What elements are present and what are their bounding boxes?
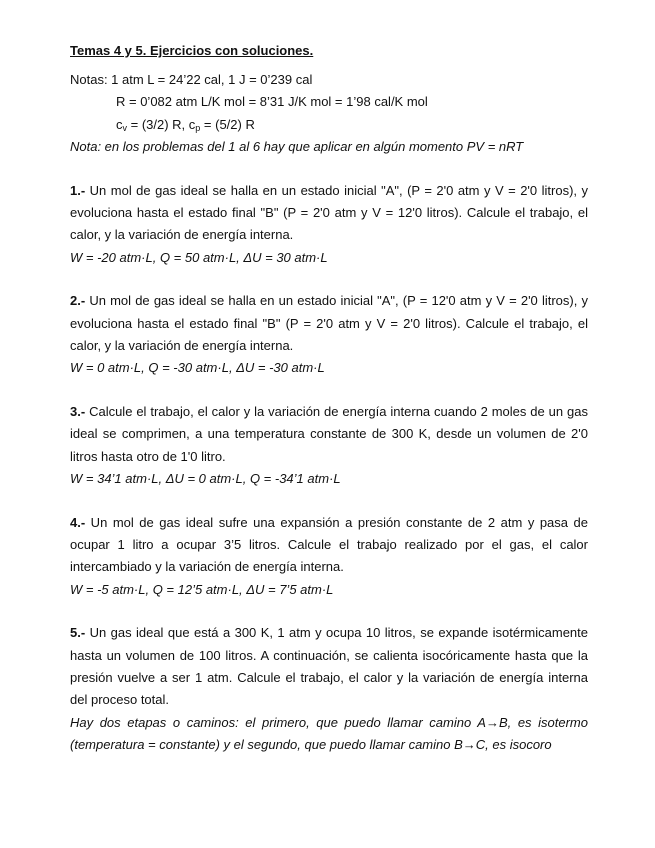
problem-text: Un mol de gas ideal se halla en un estado inicial "A", (P = 12'0 atm y V = 2'0 litros), y evoluciona hasta el estado final "B" (P = 2'0 atm y V = 2'0 litros). Calcule el trabajo, el calor, y la variación de energía interna. <box>70 293 588 354</box>
problem-2 <box>70 290 588 380</box>
document-title: Temas 4 y 5. Ejercicios con soluciones. <box>70 43 314 58</box>
notes-nota: Nota: en los problemas del 1 al 6 hay que aplicar en algún momento PV = nRT <box>70 139 524 155</box>
problem-statement <box>70 401 588 468</box>
notes-line-1: Notas: 1 atm L = 24’22 cal, 1 J = 0’239 cal <box>70 72 313 87</box>
problem-5 <box>70 622 588 756</box>
cv-cp-mid: = (3/2) R, c <box>127 116 196 132</box>
problem-answer: Hay dos etapas o caminos: el primero, que puedo llamar camino A→B, es isotermo (temperatura = constante) y el segundo, que puedo llamar camino B→C, es isocoro <box>70 714 588 753</box>
problem-1 <box>70 180 588 270</box>
cp-value: = (5/2) R <box>200 116 255 132</box>
problem-number: 2.- <box>70 293 86 309</box>
problem-answer: W = -20 atm·L, Q = 50 atm·L, ΔU = 30 atm·L <box>70 249 328 265</box>
problem-statement <box>70 622 588 712</box>
problem-statement <box>70 180 588 247</box>
problem-answer: W = 0 atm·L, Q = -30 atm·L, ΔU = -30 atm·L <box>70 360 325 376</box>
problem-4 <box>70 512 588 602</box>
problem-number: 5.- <box>70 625 86 641</box>
problem-number: 1.- <box>70 182 86 198</box>
problem-number: 4.- <box>70 514 86 530</box>
cv-subscript: v <box>122 122 127 133</box>
problem-text: Un gas ideal que está a 300 K, 1 atm y ocupa 10 litros, se expande isotérmicamente hasta un volumen de 100 litros. A continuación, se calienta isocóricamente hasta que la presión vuelve a ser 1 atm. Calcule el trabajo, el calor y la variación de energía interna del proceso total. <box>70 625 588 708</box>
cp-subscript: p <box>195 122 201 133</box>
notes-block <box>70 69 588 159</box>
problem-answer: W = 34’1 atm·L, ΔU = 0 atm·L, Q = -34’1 atm·L <box>70 471 341 487</box>
notes-line-2: R = 0’082 atm L/K mol = 8’31 J/K mol = 1’98 cal/K mol <box>116 94 428 110</box>
problem-text: Un mol de gas ideal sufre una expansión a presión constante de 2 atm y pasa de ocupar 1 litro a ocupar 3’5 litros. Calcule el trabajo realizado por el gas, el calor intercambiado y la variación de energía interna. <box>70 514 588 575</box>
cv-symbol: c <box>116 116 123 132</box>
problem-statement <box>70 290 588 357</box>
problem-3 <box>70 401 588 491</box>
problem-text: Calcule el trabajo, el calor y la variación de energía interna cuando 2 moles de un gas ideal se comprimen, a una temperatura constante de 300 K, desde un volumen de 2'0 litros hasta otro de 1'0 litro. <box>70 403 588 464</box>
problem-text: Un mol de gas ideal se halla en un estado inicial "A", (P = 2'0 atm y V = 2'0 litros), y evoluciona hasta el estado final "B" (P = 2'0 atm y V = 12'0 litros). Calcule el trabajo, el calor, y la variación de energía interna. <box>70 182 588 243</box>
problem-statement <box>70 512 588 579</box>
problem-answer: W = -5 atm·L, Q = 12’5 atm·L, ΔU = 7’5 atm·L <box>70 581 334 597</box>
problem-number: 3.- <box>70 403 86 419</box>
notes-line-3 <box>70 114 588 136</box>
document-page <box>70 40 588 757</box>
